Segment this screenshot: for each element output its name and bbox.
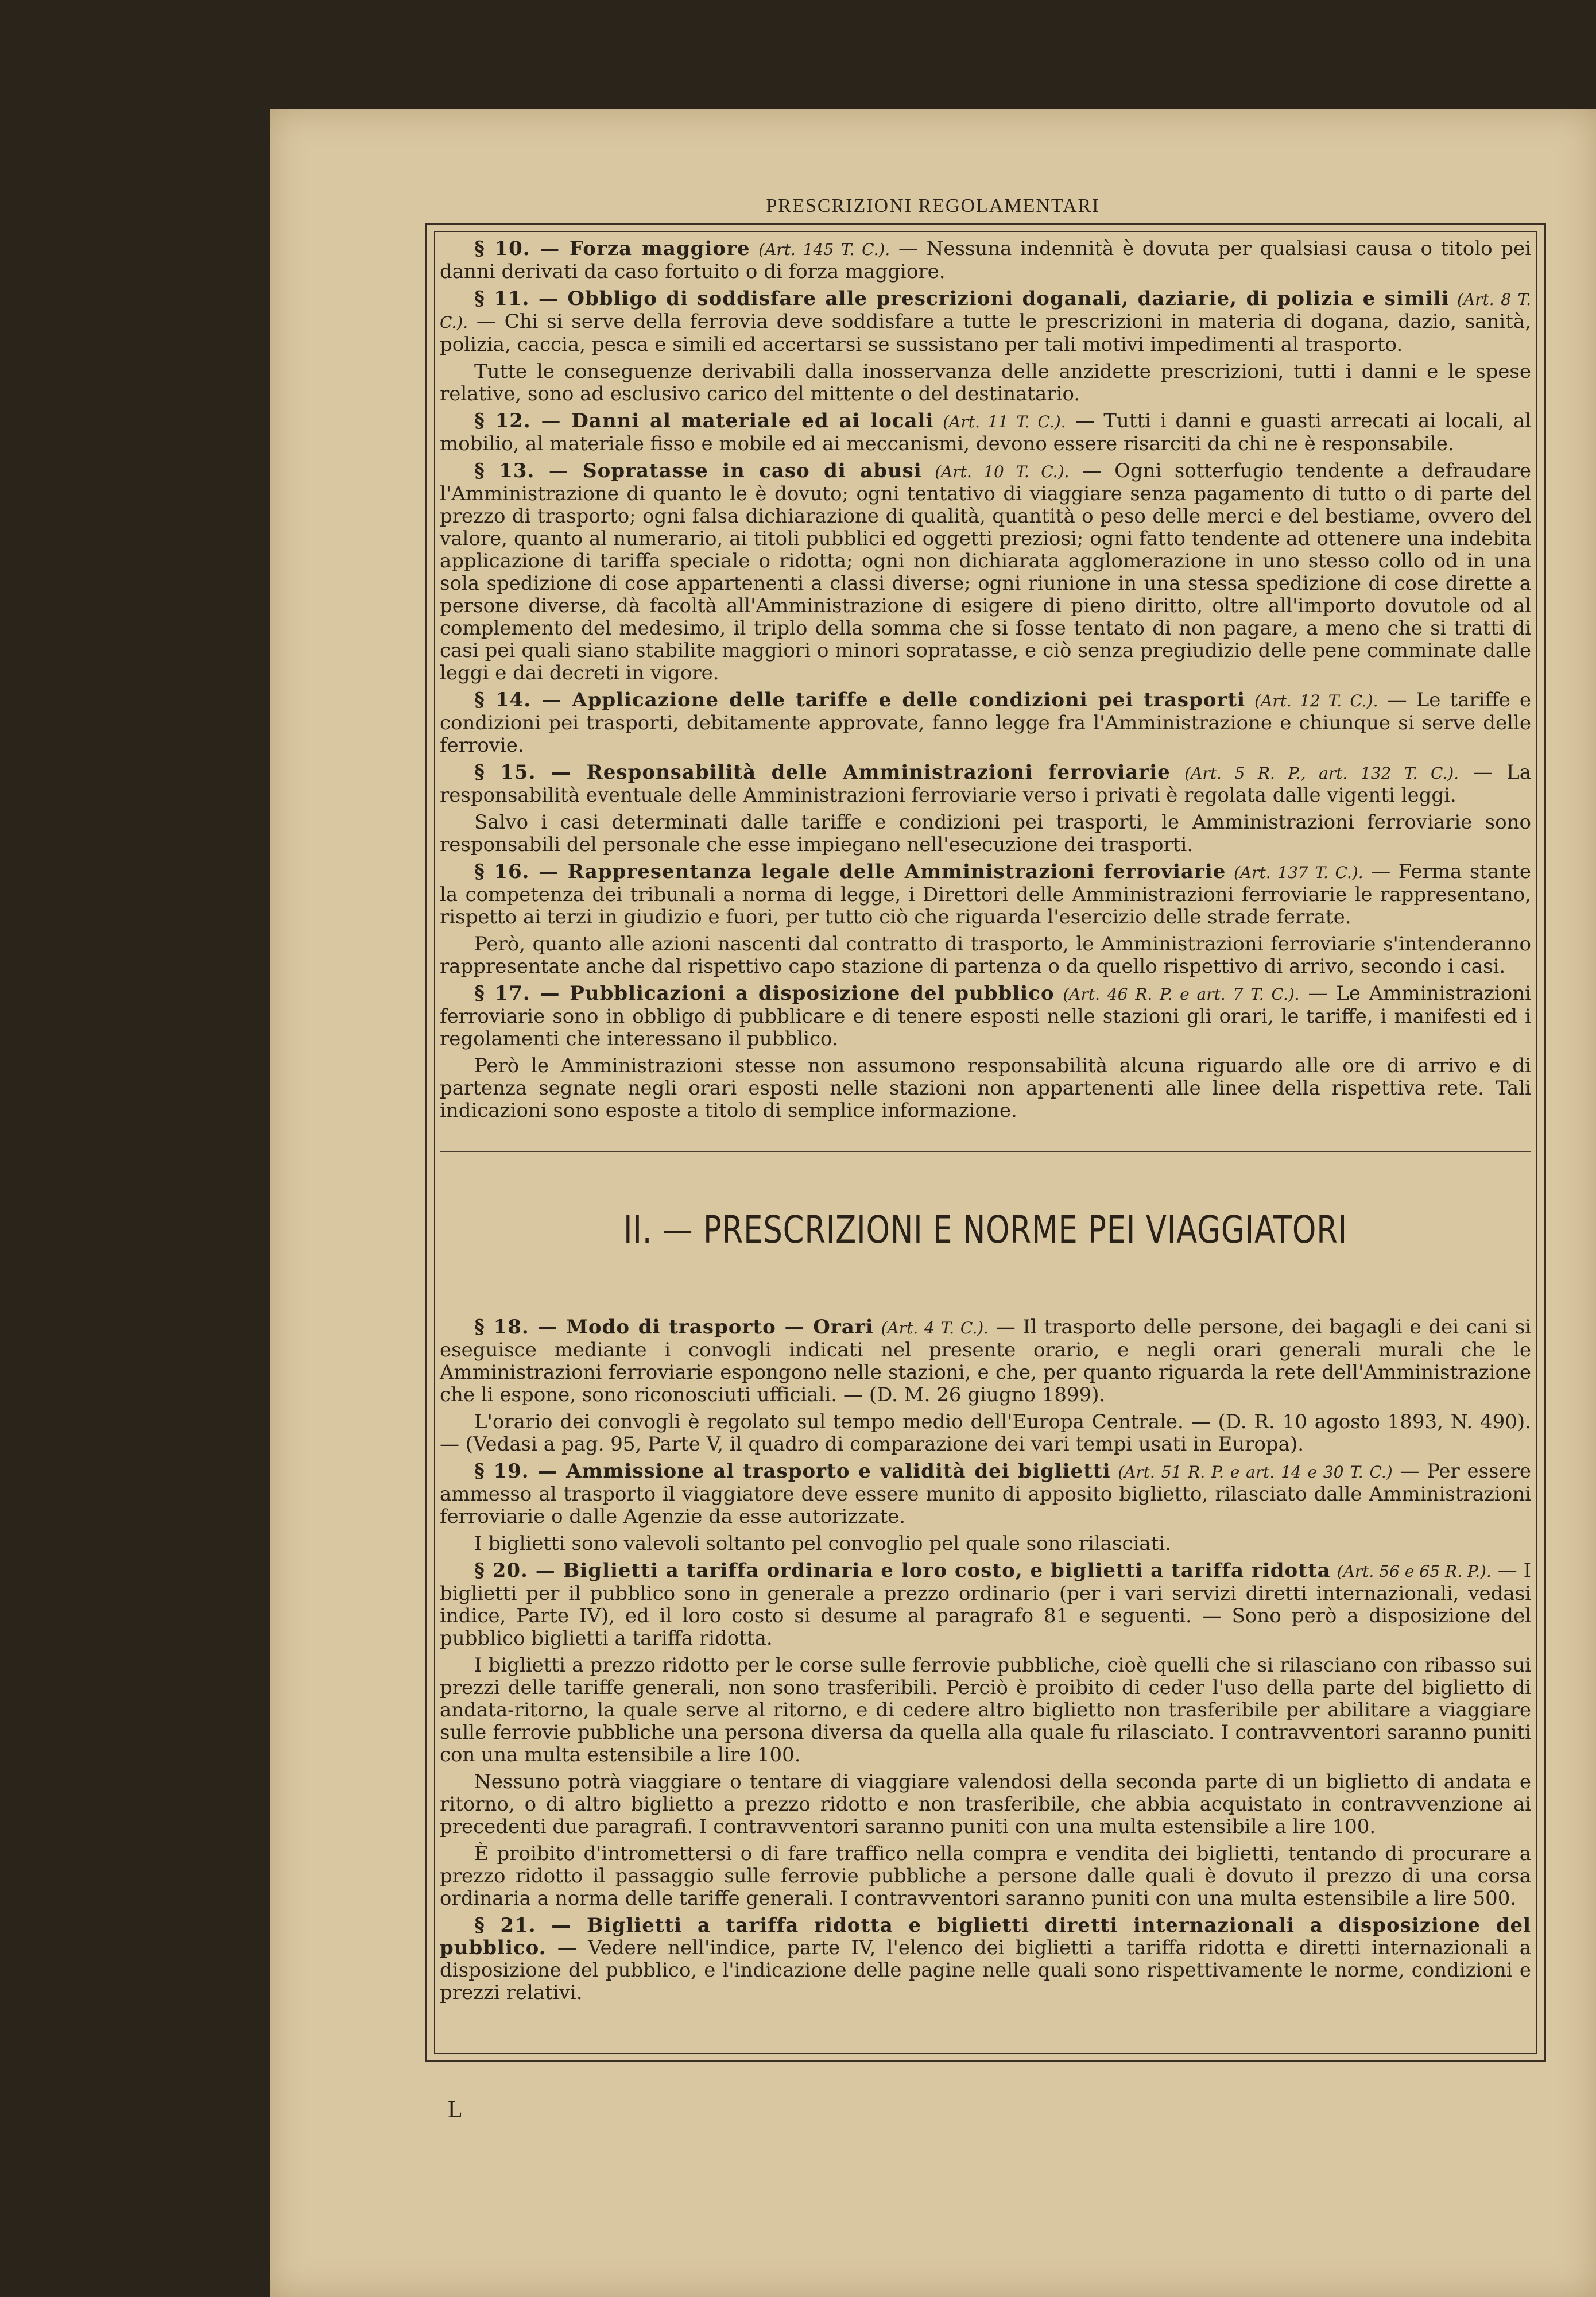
article-reference: (Art. 5 R. P., art. 132 T. C.). [1184, 764, 1459, 783]
article-reference: (Art. 145 T. C.). [758, 240, 890, 259]
paragraph [440, 861, 1531, 929]
section-heading: § 11. — Obbligo di soddisfare alle prescrizioni doganali, daziarie, di polizia e simili [474, 287, 1450, 310]
paragraph [440, 361, 1531, 405]
paragraph-text: — Il trasporto delle persone, dei bagagli e dei cani si eseguisce mediante i convogli indicati nel presente orario, e negli orari generali murali che le Amministrazioni ferroviarie espongono nelle stazioni, e che, per quanto riguarda la rete dell'Amministrazione che li espone, sono riconosciuti ufficiali. — (D. M. 26 giugno 1899). [440, 1316, 1532, 1406]
paragraph [440, 933, 1531, 978]
running-header: PRESCRIZIONI REGOLAMENTARI [766, 195, 1100, 216]
page-signature-letter: L [448, 2097, 463, 2123]
paragraph [440, 410, 1531, 455]
paragraph-text: — Vedere nell'indice, parte IV, l'elenco dei biglietti a tariffa ridotta e diretti internazionali a disposizione del pubblico, e l'indicazione delle pagine nelle quali sono rispettivamente le norme, condizioni e prezzi relativi. [440, 1936, 1532, 2004]
paragraph-text: — Ogni sotterfugio tendente a defraudare l'Amministrazione di quanto le è dovuto; ogni tentativo di viaggiare senza pagamento di tutto o di parte del prezzo di trasporto; ogni falsa dichiarazione di qualità, quantità o peso delle merci e del bestiame, ovvero del valore, quanto al numerario, ai titoli pubblici ed oggetti preziosi; ogni fatto tendente ad ottenere una indebita applicazione di tariffa speciale o ridotta; ogni non dichiarata agglomerazione in uno stesso collo od in una sola spedizione di cose appartenenti a classi diverse; ogni riunione in una stessa spedizione di cose dirette a persone diverse, dà facoltà all'Amministrazione di esigere di pieno diritto, oltre all'importo dovutole od al complemento del medesimo, il triplo della somma che si fosse tentato di non pagare, a meno che si tratti di casi pei quali siano stabilite maggiori o minori sopratasse, e ciò senza pregiudizio delle pene comminate dalle leggi e dai decreti in vigore. [440, 459, 1532, 685]
article-reference: (Art. 8 T. C.). [440, 290, 1532, 332]
article-reference: (Art. 51 R. P. e art. 14 e 30 T. C.) [1118, 1463, 1393, 1482]
paragraph-text: È proibito d'intromettersi o di fare traffico nella compra e vendita dei biglietti, tentando di procurare a prezzo ridotto il passaggio sulle ferrovie pubbliche a persone dalle quali è dovuto il prezzo di una corsa ordinaria a norma delle tariffe generali. I contravventori saranno puniti con una multa estensibile a lire 500. [440, 1842, 1531, 1910]
paragraph-text: — Ferma stante la competenza dei tribunali a norma di legge, i Direttori delle Amministrazioni ferroviarie le rappresentano, rispetto ai terzi in giudizio e fuori, per tutto ciò che riguarda l'esercizio delle strade ferrate. [440, 860, 1531, 929]
paragraph [440, 1843, 1531, 1910]
article-reference: (Art. 137 T. C.). [1233, 863, 1363, 882]
paragraph-text: Però le Amministrazioni stesse non assumono responsabilità alcuna riguardo alle ore di arrivo e di partenza segnate negli orari esposti nelle stazioni non appartenenti alle linee della rispettiva rete. Tali indicazioni sono esposte a titolo di semplice informazione. [440, 1054, 1531, 1122]
section-heading: § 15. — Responsabilità delle Amministrazioni ferroviarie [474, 761, 1171, 784]
section-heading: § 10. — Forza maggiore [474, 237, 750, 260]
paragraph [440, 1560, 1531, 1650]
paragraph-text: Tutte le conseguenze derivabili dalla inosservanza delle anzidette prescrizioni, tutti i danni e le spese relative, sono ad esclusivo carico del mittente o del destinatario. [440, 360, 1531, 405]
paragraph [440, 1055, 1531, 1122]
paragraph [440, 1316, 1531, 1406]
paragraph-text: L'orario dei convogli è regolato sul tempo medio dell'Europa Centrale. — (D. R. 10 agosto 1893, N. 490). — (Vedasi a pag. 95, Parte V, il quadro di comparazione dei vari tempi usati in Europa). [440, 1410, 1531, 1456]
document-page [270, 109, 1596, 2297]
paragraph-text: — Le tariffe e condizioni pei trasporti, debitamente approvate, fanno legge fra l'Amministrazione e chiunque si serve delle ferrovie. [440, 689, 1532, 757]
paragraph [440, 1654, 1531, 1766]
paragraph-text: Salvo i casi determinati dalle tariffe e condizioni pei trasporti, le Amministrazioni ferroviarie sono responsabili del personale che esse impiegano nell'esecuzione dei trasporti. [440, 811, 1531, 856]
section-heading: § 13. — Sopratasse in caso di abusi [474, 459, 922, 482]
paragraph [440, 1915, 1531, 2004]
section-heading: § 12. — Danni al materiale ed ai locali [474, 409, 934, 432]
paragraph [440, 761, 1531, 807]
chapter-title: II. — PRESCRIZIONI E NORME PEI VIAGGIATORI [623, 1208, 1348, 1252]
text-body [440, 238, 1531, 2009]
paragraph [440, 1533, 1531, 1555]
paragraph [440, 1771, 1531, 1838]
paragraph-text: Nessuno potrà viaggiare o tentare di viaggiare valendosi della seconda parte di un biglietto di andata e ritorno, o di altro biglietto a prezzo ridotto e non trasferibile, che abbia acquistato in contravvenzione ai precedenti due paragrafi. I contravventori saranno puniti con una multa estensibile a lire 100. [440, 1770, 1531, 1838]
article-reference: (Art. 10 T. C.). [935, 462, 1070, 481]
section-heading: § 16. — Rappresentanza legale delle Amministrazioni ferroviarie [474, 860, 1226, 883]
paragraph-text: — Chi si serve della ferrovia deve soddisfare a tutte le prescrizioni in materia di dogana, dazio, sanità, polizia, caccia, pesca e simili ed accertarsi se sussistano per tali motivi impedimenti al trasporto. [440, 310, 1531, 356]
section-prescrizioni-regolamentari [440, 238, 1531, 1122]
article-reference: (Art. 12 T. C.). [1254, 691, 1378, 710]
article-reference: (Art. 56 e 65 R. P.). [1337, 1562, 1492, 1581]
text-frame [425, 223, 1546, 2062]
paragraph [440, 1460, 1531, 1528]
paragraph-text: — Le Amministrazioni ferroviarie sono in obbligo di pubblicare e di tenere esposti nelle stazioni gli orari, le tariffe, i manifesti ed i regolamenti che interessano il pubblico. [440, 982, 1532, 1050]
paragraph-text: — Nessuna indennità è dovuta per qualsiasi causa o titolo pei danni derivati da caso fortuito o di forza maggiore. [440, 237, 1532, 283]
paragraph-text: I biglietti sono valevoli soltanto pel convoglio pel quale sono rilasciati. [474, 1532, 1171, 1555]
article-reference: (Art. 4 T. C.). [881, 1318, 989, 1337]
paragraph [440, 983, 1531, 1050]
section-heading: § 20. — Biglietti a tariffa ordinaria e loro costo, e biglietti a tariffa ridotta [474, 1559, 1331, 1582]
paragraph-text: — I biglietti per il pubblico sono in generale a prezzo ordinario (per i vari servizi diretti internazionali, vedasi indice, Parte IV), ed il loro costo si desume al paragrafo 81 e seguenti. — Sono però a disposizione del pubblico biglietti a tariffa ridotta. [440, 1559, 1532, 1650]
paragraph-text: I biglietti a prezzo ridotto per le corse sulle ferrovie pubbliche, cioè quelli che si rilasciano con ribasso sui prezzi delle tariffe generali, non sono trasferibili. Perciò è proibito di ceder l'uso della parte del biglietto di andata-ritorno, la quale serve al ritorno, e di cedere altro biglietto non trasferibile per abilitare a viaggiare sulle ferrovie pubbliche una persona diversa da quella alla quale fu rilasciato. I contravventori saranno puniti con una multa estensibile a lire 100. [440, 1654, 1531, 1766]
section-divider [440, 1151, 1531, 1152]
section-heading: § 21. — Biglietti a tariffa ridotta e biglietti diretti internazionali a disposizione del pubblico. [440, 1914, 1531, 1959]
paragraph-text: — Tutti i danni e guasti arrecati ai locali, al mobilio, al materiale fisso e mobile ed ai meccanismi, devono essere risarciti da chi ne è responsabile. [440, 409, 1532, 455]
paragraph [440, 460, 1531, 685]
paragraph [440, 238, 1531, 283]
paragraph-text: — La responsabilità eventuale delle Amministrazioni ferroviarie verso i privati è regolata dalle vigenti leggi. [440, 761, 1531, 807]
paragraph [440, 811, 1531, 856]
section-heading: § 14. — Applicazione delle tariffe e delle condizioni pei trasporti [474, 689, 1245, 711]
paragraph-text: — Per essere ammesso al trasporto il viaggiatore deve essere munito di apposito biglietto, rilasciato dalle Amministrazioni ferroviarie o dalle Agenzie da esse autorizzate. [440, 1460, 1532, 1528]
paragraph [440, 288, 1531, 356]
section-heading: § 19. — Ammissione al trasporto e validità dei biglietti [474, 1460, 1111, 1483]
section-heading: § 17. — Pubblicazioni a disposizione del pubblico [474, 982, 1055, 1005]
section-heading: § 18. — Modo di trasporto — Orari [474, 1316, 874, 1339]
paragraph-text: Però, quanto alle azioni nascenti dal contratto di trasporto, le Amministrazioni ferroviarie s'intenderanno rappresentate anche dal rispettivo capo stazione di partenza o da quello rispettivo di arrivo, secondo i casi. [440, 933, 1531, 978]
section-prescrizioni-viaggiatori [440, 1316, 1531, 2004]
paragraph [440, 1411, 1531, 1456]
paragraph [440, 689, 1531, 757]
article-reference: (Art. 11 T. C.). [943, 412, 1066, 431]
article-reference: (Art. 46 R. P. e art. 7 T. C.). [1063, 985, 1300, 1004]
